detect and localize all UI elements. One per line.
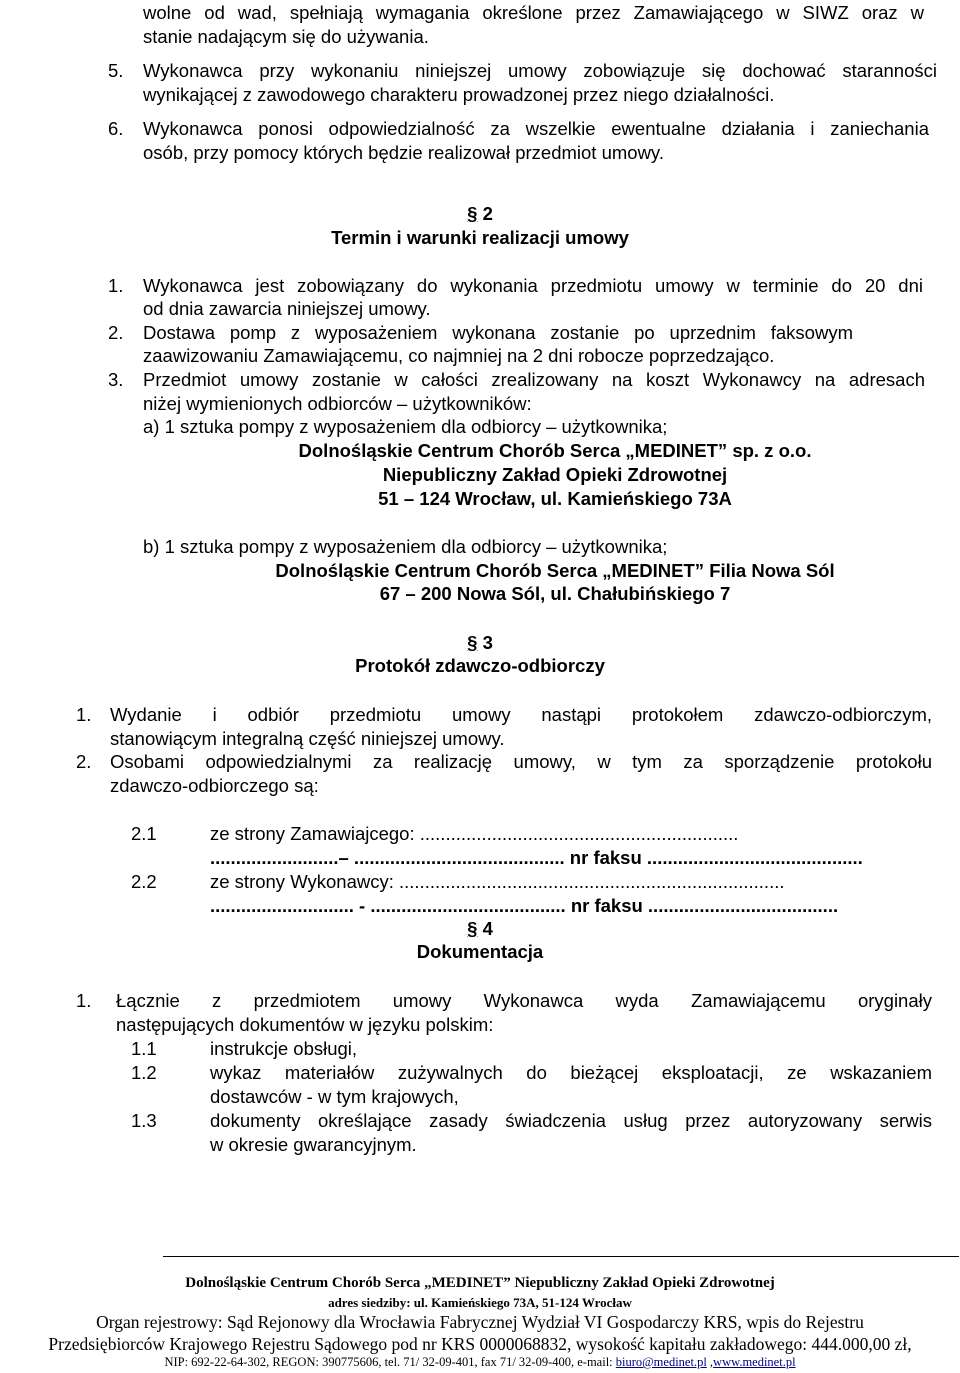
- sec3-item-2-2-line-2: ............................ - ...................................... nr faksu .....................................: [210, 895, 839, 916]
- sec4-item-1-3-line-1: dokumenty określające zasady świadczenia usług przez autoryzowany serwis: [210, 1110, 932, 1131]
- footer-divider: [163, 1256, 959, 1257]
- footer-company-name: Dolnośląskie Centrum Chorób Serca „MEDINET” Niepubliczny Zakład Opieki Zdrowotnej: [185, 1275, 775, 1291]
- recipient-a-line: a) 1 sztuka pompy z wyposażeniem dla odbiorcy – użytkownika;: [143, 416, 668, 437]
- sec2-p2-number: 2.: [108, 322, 124, 343]
- sec3-item-2-1-line-1: ze strony Zamawiajcego: ..............................................................: [210, 823, 739, 844]
- recipient-a-subtitle: Niepubliczny Zakład Opieki Zdrowotnej: [382, 464, 728, 485]
- section-2-number: 2: [482, 203, 493, 224]
- sec4-item-1-2-number: 1.2: [131, 1062, 157, 1083]
- section-symbol: §: [467, 918, 478, 939]
- para6-line-2: osób, przy pomocy których będzie realizował przedmiot umowy.: [143, 142, 664, 163]
- sec3-p1-line-1: Wydanie i odbiór przedmiotu umowy nastąpi protokołem zdawczo-odbiorczym,: [110, 704, 932, 725]
- sec3-item-2-2-line-1: ze strony Wykonawcy: ...........................................................................: [210, 871, 785, 892]
- sec2-p3-number: 3.: [108, 369, 124, 390]
- recipient-b-address: 67 – 200 Nowa Sól, ul. Chałubińskiego 7: [379, 583, 731, 604]
- sec3-p1-number: 1.: [76, 704, 92, 725]
- sec3-item-2-2-number: 2.2: [131, 871, 157, 892]
- sec4-item-1-3-number: 1.3: [131, 1110, 157, 1131]
- section-symbol: §: [467, 203, 478, 224]
- sec2-p1-line-2: od dnia zawarcia niniejszej umowy.: [143, 298, 431, 319]
- sec3-p1-line-2: stanowiącym integralną część niniejszej umowy.: [110, 728, 505, 749]
- footer-contact-text: NIP: 692-22-64-302, REGON: 390775606, tel. 71/ 32-09-401, fax 71/ 32-09-400, e-mail:: [164, 1355, 616, 1369]
- section-symbol: §: [467, 632, 478, 653]
- intro-line-1: wolne od wad, spełniają wymagania określone przez Zamawiającego w SIWZ oraz w: [143, 2, 924, 23]
- sec3-item-2-1-number: 2.1: [131, 823, 157, 844]
- section-4-title: Dokumentacja: [416, 941, 544, 962]
- recipient-b-line: b) 1 sztuka pompy z wyposażeniem dla odbiorcy – użytkownika;: [143, 536, 668, 557]
- para5-number: 5.: [108, 60, 124, 81]
- sec4-p1-line-1: Łącznie z przedmiotem umowy Wykonawca wyda Zamawiającemu oryginały: [116, 990, 932, 1011]
- sec3-item-2-1-line-2: .........................– ......................................... nr faksu ..........................................: [210, 847, 863, 868]
- intro-line-2: stanie nadającym się do używania.: [143, 26, 429, 47]
- footer-contact: [0, 1355, 960, 1370]
- sec2-p1-line-1: Wykonawca jest zobowiązany do wykonania przedmiotu umowy w terminie do 20 dni: [143, 275, 923, 296]
- sec4-item-1-1-line-1: instrukcje obsługi,: [210, 1038, 358, 1059]
- section-3-number: 3: [482, 632, 493, 653]
- sec4-p1-number: 1.: [76, 990, 92, 1011]
- sec4-item-1-1-number: 1.1: [131, 1038, 157, 1059]
- para5-line-1: Wykonawca przy wykonaniu niniejszej umowy zobowiązuje się dochować staranności: [143, 60, 937, 81]
- website-link[interactable]: www.medinet.pl: [713, 1355, 796, 1369]
- section-2-title: Termin i warunki realizacji umowy: [331, 227, 629, 248]
- sec4-item-1-2-line-2: dostawców - w tym krajowych,: [210, 1086, 459, 1107]
- section-4-number: 4: [482, 918, 493, 939]
- sec4-item-1-2-line-1: wykaz materiałów zużywalnych do bieżącej eksploatacji, ze wskazaniem: [210, 1062, 932, 1083]
- sec2-p3-line-1: Przedmiot umowy zostanie w całości zrealizowany na koszt Wykonawcy na adresach: [143, 369, 925, 390]
- sec2-p1-number: 1.: [108, 275, 124, 296]
- sec4-item-1-3-line-2: w okresie gwarancyjnym.: [210, 1134, 417, 1155]
- sec4-p1-line-2: następujących dokumentów w języku polskim:: [116, 1014, 494, 1035]
- section-4-heading-number: [0, 918, 960, 940]
- sec3-p2-line-2: zdawczo-odbiorczego są:: [110, 775, 319, 796]
- sec2-p3-line-2: niżej wymienionych odbiorców – użytkowników:: [143, 393, 532, 414]
- footer-registry-2: Przedsiębiorców Krajowego Rejestru Sądowego pod nr KRS 0000068832, wysokość kapitału zakładowego: 444.000,00 zł,: [48, 1334, 912, 1354]
- footer-address: adres siedziby: ul. Kamieńskiego 73A, 51-124 Wrocław: [328, 1295, 632, 1310]
- sec3-p2-line-1: Osobami odpowiedzialnymi za realizację umowy, w tym za sporządzenie protokołu: [110, 751, 932, 772]
- recipient-a-name: Dolnośląskie Centrum Chorób Serca „MEDINET” sp. z o.o.: [298, 440, 812, 461]
- section-2-heading-number: [0, 203, 960, 225]
- sec2-p2-line-1: Dostawa pomp z wyposażeniem wykonana zostanie po uprzednim faksowym: [143, 322, 853, 343]
- para5-line-2: wynikającej z zawodowego charakteru prowadzonej przez niego działalności.: [143, 84, 775, 105]
- footer-registry-1: Organ rejestrowy: Sąd Rejonowy dla Wrocławia Fabrycznej Wydział VI Gospodarczy KRS, wpis do Rejestru: [96, 1312, 864, 1332]
- section-3-title: Protokół zdawczo-odbiorczy: [355, 655, 605, 676]
- footer-separator: ,: [706, 1355, 714, 1369]
- sec2-p2-line-2: zaawizowaniu Zamawiającemu, co najmniej na 2 dni robocze poprzedzająco.: [143, 345, 775, 366]
- email-link[interactable]: biuro@medinet.pl: [615, 1355, 707, 1369]
- recipient-b-name: Dolnośląskie Centrum Chorób Serca „MEDINET” Filia Nowa Sól: [275, 560, 835, 581]
- sec3-p2-number: 2.: [76, 751, 92, 772]
- section-3-heading-number: [0, 632, 960, 654]
- recipient-a-address: 51 – 124 Wrocław, ul. Kamieńskiego 73A: [378, 488, 732, 509]
- para6-line-1: Wykonawca ponosi odpowiedzialność za wszelkie ewentualne działania i zaniechania: [143, 118, 929, 139]
- para6-number: 6.: [108, 118, 124, 139]
